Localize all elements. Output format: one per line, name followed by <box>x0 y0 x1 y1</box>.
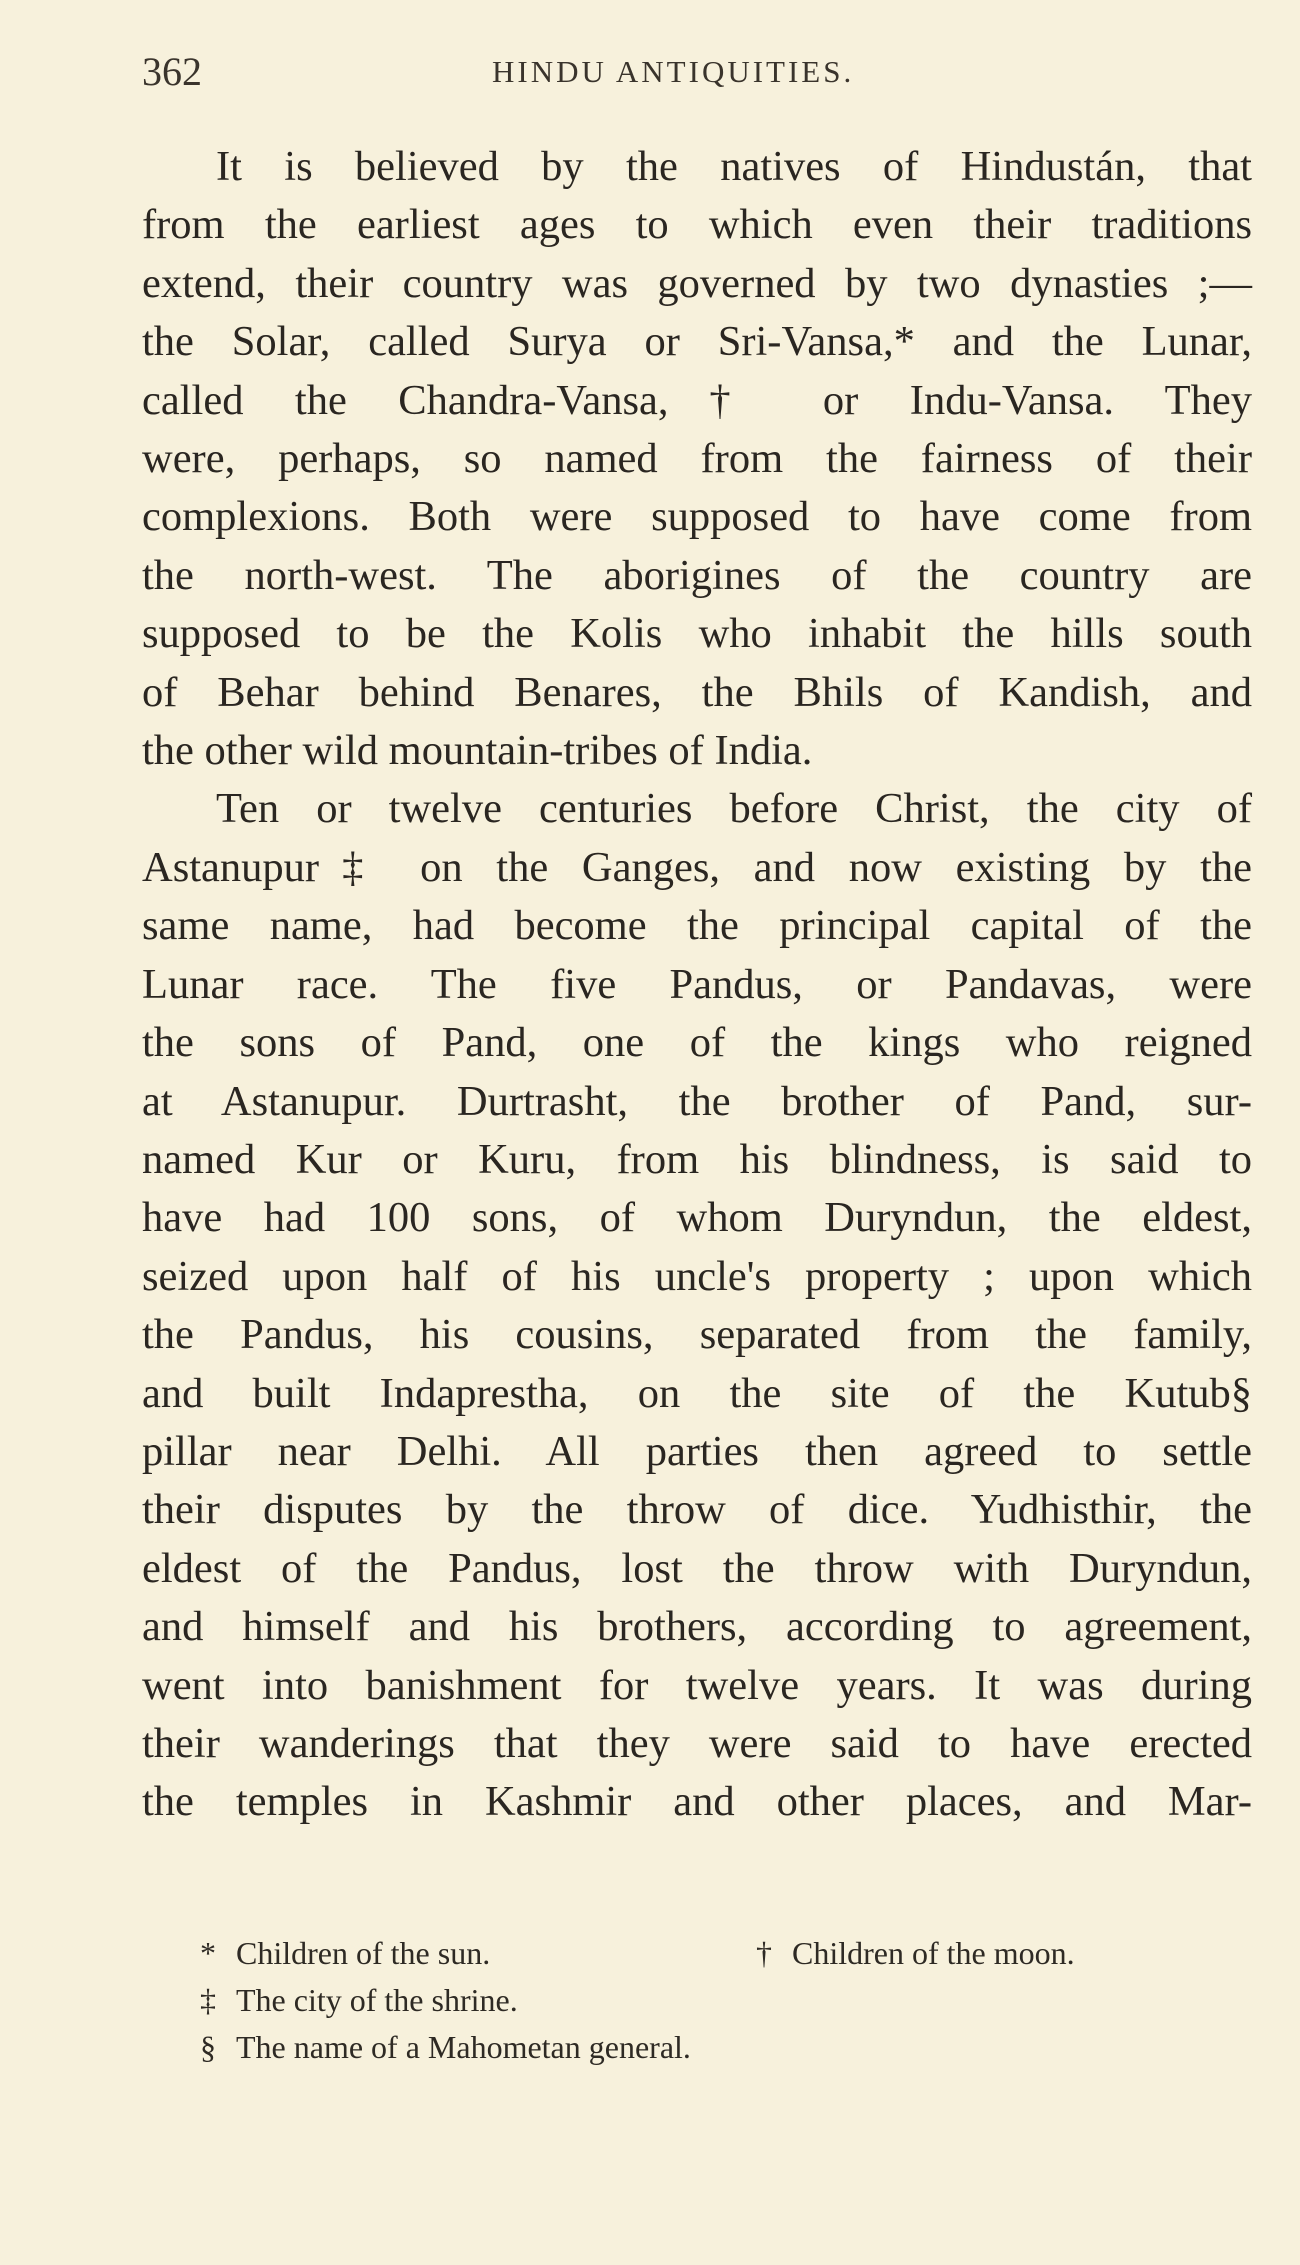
text-line: It is believed by the natives of Hindustán, that <box>216 143 1252 190</box>
text-line: the north-west. The aborigines of the country are <box>142 551 1252 599</box>
footnote <box>200 2024 691 2071</box>
text-line: from the earliest ages to which even their traditions <box>142 201 1252 249</box>
text-line: were, perhaps, so named from the fairness of their <box>142 435 1252 483</box>
page-number: 362 <box>142 49 202 94</box>
text-line: the temples in Kashmir and other places, and Mar- <box>142 1778 1252 1826</box>
text-line: Lunar race. The five Pandus, or Pandavas, were <box>142 960 1252 1008</box>
text-line: eldest of the Pandus, lost the throw with Duryndun, <box>142 1544 1252 1592</box>
text-line: extend, their country was governed by two dynasties ;— <box>142 259 1252 307</box>
text-line: and built Indaprestha, on the site of the Kutub§ <box>142 1369 1252 1417</box>
footnote <box>200 1930 490 1977</box>
text-line: pillar near Delhi. All parties then agreed to settle <box>142 1427 1252 1475</box>
footnote-mark: * <box>200 1935 216 1971</box>
footnote-mark: ‡ <box>200 1982 216 2018</box>
text-line: named Kur or Kuru, from his blindness, is said to <box>142 1135 1252 1183</box>
text-line: at Astanupur. Durtrasht, the brother of Pand, sur- <box>142 1077 1252 1125</box>
paragraph-1 <box>142 138 1252 780</box>
text-line: supposed to be the Kolis who inhabit the hills south <box>142 610 1252 658</box>
running-head: HINDU ANTIQUITIES. <box>492 54 855 89</box>
footnote-text: The city of the shrine. <box>236 1982 518 2018</box>
footnote-row <box>200 2024 1200 2071</box>
text-line: the other wild mountain-tribes of India. <box>142 727 813 775</box>
footnotes <box>200 1930 1200 2071</box>
text-line: their disputes by the throw of dice. Yudhisthir, the <box>142 1486 1252 1534</box>
text-line: went into banishment for twelve years. It was during <box>142 1661 1252 1709</box>
page-header <box>142 48 1247 108</box>
footnote-text: Children of the moon. <box>792 1935 1075 1971</box>
footnote-text: The name of a Mahometan general. <box>236 2029 691 2065</box>
text-line: their wanderings that they were said to have erected <box>142 1719 1252 1767</box>
footnote-row <box>200 1977 1200 2024</box>
footnote-mark: † <box>756 1935 772 1971</box>
text-line: the Pandus, his cousins, separated from the family, <box>142 1311 1252 1359</box>
text-line: have had 100 sons, of whom Duryndun, the eldest, <box>142 1194 1252 1242</box>
text-line: and himself and his brothers, according to agreement, <box>142 1603 1252 1651</box>
text-line: seized upon half of his uncle's property ; upon which <box>142 1252 1252 1300</box>
text-line: Astanupur‡ on the Ganges, and now existing by the <box>142 843 1252 891</box>
footnote <box>756 1930 1075 1977</box>
text-line: the sons of Pand, one of the kings who reigned <box>142 1019 1252 1067</box>
footnote-mark: § <box>200 2029 216 2065</box>
footnote-row <box>200 1930 1200 1977</box>
text-line: Ten or twelve centuries before Christ, the city of <box>216 785 1252 833</box>
text-line: of Behar behind Benares, the Bhils of Kandish, and <box>142 668 1252 716</box>
footnote <box>200 1977 518 2024</box>
text-line: same name, had become the principal capital of the <box>142 902 1252 950</box>
body-text <box>142 138 1252 1832</box>
text-line: the Solar, called Surya or Sri-Vansa,* and the Lunar, <box>142 318 1252 366</box>
paragraph-2 <box>142 780 1252 1831</box>
footnote-text: Children of the sun. <box>236 1935 491 1971</box>
text-line: called the Chandra-Vansa,† or Indu-Vansa. They <box>142 376 1252 424</box>
text-line: complexions. Both were supposed to have come from <box>142 493 1252 541</box>
